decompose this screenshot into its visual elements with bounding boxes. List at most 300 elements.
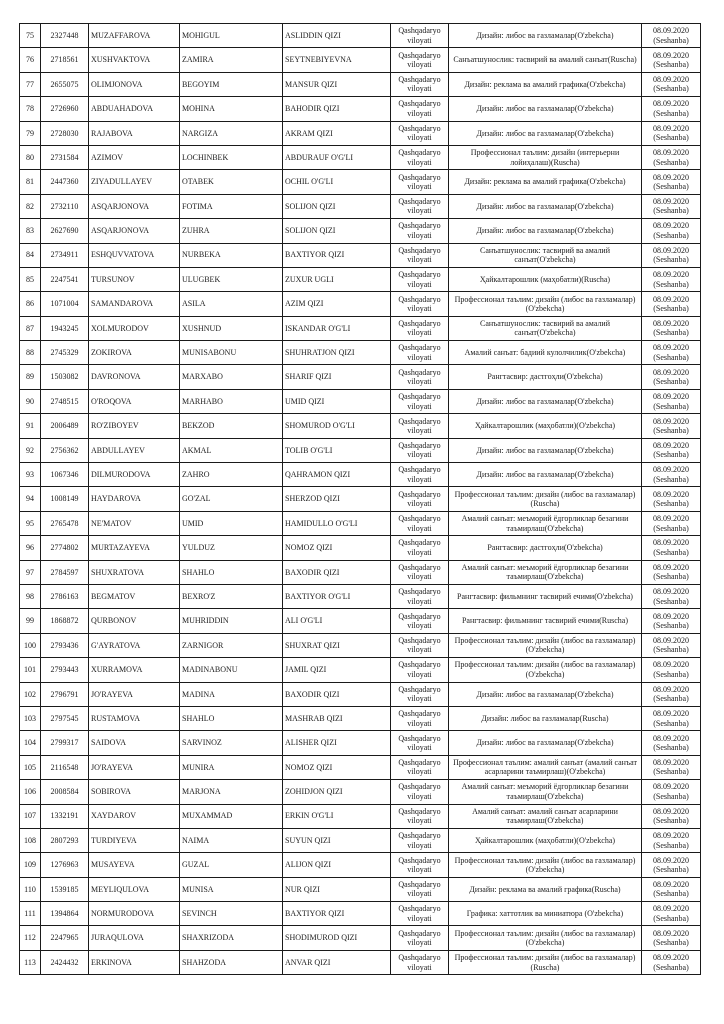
region-cell: Qashqadaryo viloyati [391,145,449,169]
last-name-cell: AZIMOV [89,145,180,169]
table-row [20,145,701,169]
first-name-cell: SARVINOZ [180,731,283,755]
table-row [20,609,701,633]
last-name-cell: JO'RAYEVA [89,755,180,779]
last-name-cell: TURDIYEVA [89,828,180,852]
row-number-cell: 103 [20,706,41,730]
region-cell: Qashqadaryo viloyati [391,706,449,730]
region-cell: Qashqadaryo viloyati [391,389,449,413]
patronymic-cell: MASHRAB QIZI [283,706,391,730]
region-cell: Qashqadaryo viloyati [391,267,449,291]
date-cell: 08.09.2020 (Seshanba) [642,609,701,633]
table-row [20,633,701,657]
first-name-cell: MUXAMMAD [180,804,283,828]
first-name-cell: MARHABO [180,389,283,413]
date-cell: 08.09.2020 (Seshanba) [642,365,701,389]
region-cell: Qashqadaryo viloyati [391,682,449,706]
specialization-cell: Дизайн: реклама ва амалий графика(Ruscha) [449,877,642,901]
first-name-cell: ZAMIRA [180,48,283,72]
patronymic-cell: TOLIB O'G'LI [283,438,391,462]
patronymic-cell: JAMIL QIZI [283,658,391,682]
row-number-cell: 88 [20,341,41,365]
row-number-cell: 99 [20,609,41,633]
table-row [20,194,701,218]
id-cell: 2774802 [41,536,89,560]
region-cell: Qashqadaryo viloyati [391,48,449,72]
first-name-cell: ZUHRA [180,219,283,243]
id-cell: 1868872 [41,609,89,633]
patronymic-cell: ERKIN O'G'LI [283,804,391,828]
table-body [20,24,701,975]
patronymic-cell: UMID QIZI [283,389,391,413]
date-cell: 08.09.2020 (Seshanba) [642,341,701,365]
table-row [20,365,701,389]
patronymic-cell: ZUXUR UGLI [283,267,391,291]
row-number-cell: 94 [20,487,41,511]
patronymic-cell: BAXODIR QIZI [283,682,391,706]
date-cell: 08.09.2020 (Seshanba) [642,902,701,926]
date-cell: 08.09.2020 (Seshanba) [642,48,701,72]
id-cell: 2726960 [41,97,89,121]
patronymic-cell: NOMOZ QIZI [283,755,391,779]
last-name-cell: XOLMURODOV [89,316,180,340]
region-cell: Qashqadaryo viloyati [391,804,449,828]
patronymic-cell: SHUHRATJON QIZI [283,341,391,365]
region-cell: Qashqadaryo viloyati [391,560,449,584]
patronymic-cell: BAHODIR QIZI [283,97,391,121]
first-name-cell: MUNISABONU [180,341,283,365]
id-cell: 1332191 [41,804,89,828]
first-name-cell: NAIMA [180,828,283,852]
table-row [20,487,701,511]
patronymic-cell: SOLIJON QIZI [283,194,391,218]
date-cell: 08.09.2020 (Seshanba) [642,926,701,950]
date-cell: 08.09.2020 (Seshanba) [642,219,701,243]
specialization-cell: Ҳайкалтарошлик (маҳобатли)(Ruscha) [449,267,642,291]
first-name-cell: SHAHLO [180,560,283,584]
region-cell: Qashqadaryo viloyati [391,194,449,218]
specialization-cell: Графика: хаттотлик ва миниатюра (O'zbekcha) [449,902,642,926]
region-cell: Qashqadaryo viloyati [391,755,449,779]
first-name-cell: BEGOYIM [180,72,283,96]
region-cell: Qashqadaryo viloyati [391,511,449,535]
date-cell: 08.09.2020 (Seshanba) [642,267,701,291]
id-cell: 2247965 [41,926,89,950]
region-cell: Qashqadaryo viloyati [391,902,449,926]
first-name-cell: MUNISA [180,877,283,901]
last-name-cell: ERKINOVA [89,950,180,974]
id-cell: 1008149 [41,487,89,511]
table-row [20,48,701,72]
id-cell: 2807293 [41,828,89,852]
row-number-cell: 111 [20,902,41,926]
row-number-cell: 92 [20,438,41,462]
table-row [20,658,701,682]
first-name-cell: OTABEK [180,170,283,194]
id-cell: 2247541 [41,267,89,291]
first-name-cell: GO'ZAL [180,487,283,511]
row-number-cell: 90 [20,389,41,413]
specialization-cell: Профессионал таълим: амалий санъат (амалий санъат асарларини таъмирлаш)(O'zbekcha) [449,755,642,779]
date-cell: 08.09.2020 (Seshanba) [642,853,701,877]
region-cell: Qashqadaryo viloyati [391,853,449,877]
patronymic-cell: BAXTIYOR O'G'LI [283,584,391,608]
patronymic-cell: SHERZOD QIZI [283,487,391,511]
id-cell: 2424432 [41,950,89,974]
id-cell: 2784597 [41,560,89,584]
region-cell: Qashqadaryo viloyati [391,72,449,96]
patronymic-cell: ZOHIDJON QIZI [283,780,391,804]
id-cell: 2797545 [41,706,89,730]
id-cell: 2006489 [41,414,89,438]
region-cell: Qashqadaryo viloyati [391,463,449,487]
last-name-cell: JO'RAYEVA [89,682,180,706]
table-row [20,584,701,608]
date-cell: 08.09.2020 (Seshanba) [642,536,701,560]
patronymic-cell: OCHIL O'G'LI [283,170,391,194]
last-name-cell: MEYLIQULOVA [89,877,180,901]
first-name-cell: BEKZOD [180,414,283,438]
last-name-cell: ABDUAHADOVA [89,97,180,121]
id-cell: 1943245 [41,316,89,340]
specialization-cell: Санъатшунослик: тасвирий ва амалий санъат(Ruscha) [449,48,642,72]
patronymic-cell: ASLIDDIN QIZI [283,24,391,48]
last-name-cell: XURRAMOVA [89,658,180,682]
id-cell: 2748515 [41,389,89,413]
region-cell: Qashqadaryo viloyati [391,170,449,194]
specialization-cell: Дизайн: либос ва газламалар(O'zbekcha) [449,731,642,755]
specialization-cell: Амалий санъат: амалий санъат асарларини таъмирлаш(O'zbekcha) [449,804,642,828]
specialization-cell: Амалий санъат: меъморий ёдгорликлар безагини таъмирлаш(O'zbekcha) [449,780,642,804]
first-name-cell: AKMAL [180,438,283,462]
region-cell: Qashqadaryo viloyati [391,731,449,755]
table-row [20,316,701,340]
region-cell: Qashqadaryo viloyati [391,536,449,560]
date-cell: 08.09.2020 (Seshanba) [642,170,701,194]
row-number-cell: 83 [20,219,41,243]
row-number-cell: 104 [20,731,41,755]
specialization-cell: Дизайн: либос ва газламалар(O'zbekcha) [449,194,642,218]
first-name-cell: ZARNIGOR [180,633,283,657]
id-cell: 2718561 [41,48,89,72]
patronymic-cell: SHUXRAT QIZI [283,633,391,657]
id-cell: 2756362 [41,438,89,462]
table-row [20,731,701,755]
specialization-cell: Дизайн: либос ва газламалар(O'zbekcha) [449,121,642,145]
row-number-cell: 102 [20,682,41,706]
id-cell: 1071004 [41,292,89,316]
last-name-cell: BEGMATOV [89,584,180,608]
id-cell: 2786163 [41,584,89,608]
last-name-cell: SOBIROVA [89,780,180,804]
patronymic-cell: SHODIMUROD QIZI [283,926,391,950]
table-row [20,511,701,535]
date-cell: 08.09.2020 (Seshanba) [642,804,701,828]
table-row [20,243,701,267]
patronymic-cell: NOMOZ QIZI [283,536,391,560]
last-name-cell: QURBONOV [89,609,180,633]
first-name-cell: YULDUZ [180,536,283,560]
specialization-cell: Санъатшунослик: тасвирий ва амалий санъат(O'zbekcha) [449,243,642,267]
id-cell: 2793443 [41,658,89,682]
table-row [20,219,701,243]
table-row [20,121,701,145]
row-number-cell: 109 [20,853,41,877]
region-cell: Qashqadaryo viloyati [391,926,449,950]
row-number-cell: 81 [20,170,41,194]
row-number-cell: 91 [20,414,41,438]
specialization-cell: Ҳайкалтарошлик (маҳобатли)(O'zbekcha) [449,414,642,438]
specialization-cell: Дизайн: реклама ва амалий графика(O'zbekcha) [449,72,642,96]
table-row [20,414,701,438]
date-cell: 08.09.2020 (Seshanba) [642,194,701,218]
row-number-cell: 95 [20,511,41,535]
specialization-cell: Дизайн: либос ва газламалар(O'zbekcha) [449,24,642,48]
id-cell: 2327448 [41,24,89,48]
last-name-cell: HAYDAROVA [89,487,180,511]
table-row [20,755,701,779]
region-cell: Qashqadaryo viloyati [391,121,449,145]
row-number-cell: 79 [20,121,41,145]
region-cell: Qashqadaryo viloyati [391,292,449,316]
patronymic-cell: BAXTIYOR QIZI [283,902,391,926]
patronymic-cell: ALIJON QIZI [283,853,391,877]
region-cell: Qashqadaryo viloyati [391,584,449,608]
specialization-cell: Рангтасвир: дастгоҳли(O'zbekcha) [449,536,642,560]
applicants-table [19,23,701,975]
specialization-cell: Ҳайкалтарошлик (маҳобатли)(O'zbekcha) [449,828,642,852]
row-number-cell: 76 [20,48,41,72]
first-name-cell: MUNIRA [180,755,283,779]
id-cell: 1394864 [41,902,89,926]
specialization-cell: Рангтасвир: фильмнинг тасвирий ечими(Ruscha) [449,609,642,633]
specialization-cell: Профессионал таълим: дизайн (либос ва газламалар)(O'zbekcha) [449,633,642,657]
table-row [20,926,701,950]
row-number-cell: 84 [20,243,41,267]
id-cell: 2745329 [41,341,89,365]
patronymic-cell: ISKANDAR O'G'LI [283,316,391,340]
date-cell: 08.09.2020 (Seshanba) [642,828,701,852]
region-cell: Qashqadaryo viloyati [391,609,449,633]
first-name-cell: MUHRIDDIN [180,609,283,633]
date-cell: 08.09.2020 (Seshanba) [642,24,701,48]
date-cell: 08.09.2020 (Seshanba) [642,511,701,535]
first-name-cell: SEVINCH [180,902,283,926]
patronymic-cell: SUYUN QIZI [283,828,391,852]
region-cell: Qashqadaryo viloyati [391,97,449,121]
table-row [20,560,701,584]
last-name-cell: DILMURODOVA [89,463,180,487]
specialization-cell: Дизайн: либос ва газламалар(Ruscha) [449,706,642,730]
last-name-cell: ASQARJONOVA [89,194,180,218]
table-row [20,170,701,194]
table-row [20,853,701,877]
id-cell: 2793436 [41,633,89,657]
specialization-cell: Профессионал таълим: дизайн (либос ва газламалар)(O'zbekcha) [449,926,642,950]
id-cell: 2796791 [41,682,89,706]
region-cell: Qashqadaryo viloyati [391,950,449,974]
date-cell: 08.09.2020 (Seshanba) [642,877,701,901]
patronymic-cell: ALISHER QIZI [283,731,391,755]
row-number-cell: 77 [20,72,41,96]
first-name-cell: MADINABONU [180,658,283,682]
region-cell: Qashqadaryo viloyati [391,414,449,438]
region-cell: Qashqadaryo viloyati [391,828,449,852]
row-number-cell: 96 [20,536,41,560]
first-name-cell: SHAHLO [180,706,283,730]
id-cell: 2799317 [41,731,89,755]
first-name-cell: SHAXRIZODA [180,926,283,950]
first-name-cell: MARXABO [180,365,283,389]
date-cell: 08.09.2020 (Seshanba) [642,682,701,706]
specialization-cell: Профессионал таълим: дизайн (либос ва газламалар)(O'zbekcha) [449,292,642,316]
first-name-cell: MOHIGUL [180,24,283,48]
last-name-cell: ESHQUVVATOVA [89,243,180,267]
date-cell: 08.09.2020 (Seshanba) [642,292,701,316]
last-name-cell: RAJABOVA [89,121,180,145]
table-row [20,292,701,316]
patronymic-cell: MANSUR QIZI [283,72,391,96]
last-name-cell: DAVRONOVA [89,365,180,389]
id-cell: 2655075 [41,72,89,96]
row-number-cell: 78 [20,97,41,121]
date-cell: 08.09.2020 (Seshanba) [642,584,701,608]
specialization-cell: Дизайн: либос ва газламалар(O'zbekcha) [449,682,642,706]
specialization-cell: Профессионал таълим: дизайн (либос ва газламалар)(Ruscha) [449,487,642,511]
last-name-cell: MUZAFFAROVA [89,24,180,48]
first-name-cell: FOTIMA [180,194,283,218]
region-cell: Qashqadaryo viloyati [391,341,449,365]
date-cell: 08.09.2020 (Seshanba) [642,72,701,96]
specialization-cell: Дизайн: либос ва газламалар(O'zbekcha) [449,97,642,121]
last-name-cell: XAYDAROV [89,804,180,828]
specialization-cell: Профессионал таълим: дизайн (либос ва газламалар)(O'zbekcha) [449,853,642,877]
patronymic-cell: SEYTNEBIYEVNA [283,48,391,72]
region-cell: Qashqadaryo viloyati [391,365,449,389]
table-row [20,877,701,901]
region-cell: Qashqadaryo viloyati [391,658,449,682]
date-cell: 08.09.2020 (Seshanba) [642,121,701,145]
table-row [20,706,701,730]
last-name-cell: ZOKIROVA [89,341,180,365]
last-name-cell: MUSAYEVA [89,853,180,877]
last-name-cell: JURAQULOVA [89,926,180,950]
date-cell: 08.09.2020 (Seshanba) [642,487,701,511]
date-cell: 08.09.2020 (Seshanba) [642,389,701,413]
id-cell: 2732110 [41,194,89,218]
row-number-cell: 101 [20,658,41,682]
row-number-cell: 87 [20,316,41,340]
date-cell: 08.09.2020 (Seshanba) [642,243,701,267]
patronymic-cell: ANVAR QIZI [283,950,391,974]
patronymic-cell: AZIM QIZI [283,292,391,316]
row-number-cell: 80 [20,145,41,169]
id-cell: 2728030 [41,121,89,145]
patronymic-cell: SHARIF QIZI [283,365,391,389]
region-cell: Qashqadaryo viloyati [391,316,449,340]
last-name-cell: RUSTAMOVA [89,706,180,730]
table-row [20,902,701,926]
first-name-cell: BEXRO'Z [180,584,283,608]
id-cell: 2734911 [41,243,89,267]
first-name-cell: XUSHNUD [180,316,283,340]
last-name-cell: NORMURODOVA [89,902,180,926]
id-cell: 2731584 [41,145,89,169]
id-cell: 2627690 [41,219,89,243]
row-number-cell: 108 [20,828,41,852]
date-cell: 08.09.2020 (Seshanba) [642,633,701,657]
date-cell: 08.09.2020 (Seshanba) [642,950,701,974]
patronymic-cell: ABDURAUF O'G'LI [283,145,391,169]
specialization-cell: Рангтасвир: фильмнинг тасвирий ечими(O'zbekcha) [449,584,642,608]
row-number-cell: 89 [20,365,41,389]
table-row [20,389,701,413]
specialization-cell: Рангтасвир: дастгоҳли(O'zbekcha) [449,365,642,389]
last-name-cell: XUSHVAKTOVA [89,48,180,72]
row-number-cell: 112 [20,926,41,950]
patronymic-cell: BAXTIYOR QIZI [283,243,391,267]
patronymic-cell: QAHRAMON QIZI [283,463,391,487]
table-row [20,950,701,974]
id-cell: 2116548 [41,755,89,779]
first-name-cell: GUZAL [180,853,283,877]
specialization-cell: Амалий санъат: меъморий ёдгорликлар безагини таъмирлаш(O'zbekcha) [449,560,642,584]
date-cell: 08.09.2020 (Seshanba) [642,145,701,169]
id-cell: 1067346 [41,463,89,487]
table-row [20,341,701,365]
row-number-cell: 105 [20,755,41,779]
date-cell: 08.09.2020 (Seshanba) [642,731,701,755]
region-cell: Qashqadaryo viloyati [391,780,449,804]
first-name-cell: MADINA [180,682,283,706]
date-cell: 08.09.2020 (Seshanba) [642,560,701,584]
date-cell: 08.09.2020 (Seshanba) [642,438,701,462]
date-cell: 08.09.2020 (Seshanba) [642,97,701,121]
region-cell: Qashqadaryo viloyati [391,243,449,267]
table-row [20,463,701,487]
table-row [20,438,701,462]
patronymic-cell: SOLIJON QIZI [283,219,391,243]
first-name-cell: MOHINA [180,97,283,121]
row-number-cell: 106 [20,780,41,804]
patronymic-cell: BAXODIR QIZI [283,560,391,584]
table-row [20,536,701,560]
patronymic-cell: NUR QIZI [283,877,391,901]
table-row [20,267,701,291]
region-cell: Qashqadaryo viloyati [391,219,449,243]
region-cell: Qashqadaryo viloyati [391,633,449,657]
date-cell: 08.09.2020 (Seshanba) [642,780,701,804]
last-name-cell: TURSUNOV [89,267,180,291]
specialization-cell: Профессионал таълим: дизайн (интерьерни лойиҳалаш)(Ruscha) [449,145,642,169]
row-number-cell: 107 [20,804,41,828]
patronymic-cell: HAMIDULLO O'G'LI [283,511,391,535]
row-number-cell: 110 [20,877,41,901]
region-cell: Qashqadaryo viloyati [391,24,449,48]
specialization-cell: Амалий санъат: бадиий кулолчилик(O'zbekcha) [449,341,642,365]
region-cell: Qashqadaryo viloyati [391,438,449,462]
date-cell: 08.09.2020 (Seshanba) [642,755,701,779]
last-name-cell: MURTAZAYEVA [89,536,180,560]
patronymic-cell: ALI O'G'LI [283,609,391,633]
row-number-cell: 82 [20,194,41,218]
patronymic-cell: AKRAM QIZI [283,121,391,145]
specialization-cell: Дизайн: реклама ва амалий графика(O'zbekcha) [449,170,642,194]
first-name-cell: MARJONA [180,780,283,804]
specialization-cell: Санъатшунослик: тасвирий ва амалий санъат(O'zbekcha) [449,316,642,340]
id-cell: 2008584 [41,780,89,804]
region-cell: Qashqadaryo viloyati [391,487,449,511]
